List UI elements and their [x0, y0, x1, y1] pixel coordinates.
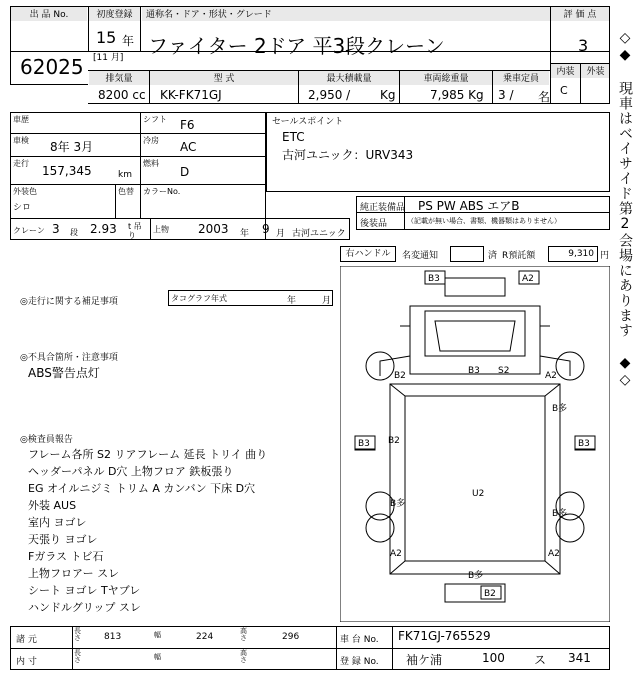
length-label: 長さ — [74, 627, 81, 642]
reg-label: 初度登録 — [89, 7, 140, 21]
height-value: 296 — [282, 632, 300, 642]
inspection-value: 8年 3月 — [50, 140, 94, 154]
side-banner: ◇◆ 現車はベイサイド第2会場にあります ◆◇ — [617, 30, 633, 389]
damage-mark: B2 — [388, 436, 400, 446]
plate-kana: ス — [534, 653, 547, 667]
report-line: 外装 AUS — [28, 499, 77, 512]
capacity-label: 乗車定員 — [493, 71, 549, 85]
tacho-month: 月 — [322, 296, 332, 306]
report-line: 天張り ヨゴレ — [28, 533, 98, 546]
upper-maker: 古河ユニック — [292, 229, 346, 239]
inner-length-label: 長さ — [74, 649, 81, 664]
upper-year-unit: 年 — [240, 229, 250, 239]
sales-line1: ETC — [282, 130, 305, 144]
reg-year-unit: 年 — [122, 34, 135, 48]
tacho-year: 年 — [287, 296, 297, 306]
genuine-label: 純正装備品 — [360, 203, 406, 213]
damage-mark: B3 — [358, 439, 370, 449]
score-value: 3 — [578, 36, 589, 55]
cab-outline — [410, 306, 540, 374]
score-label: 評 価 点 — [551, 7, 609, 21]
report-line: Fガラス トビ石 — [28, 550, 104, 563]
lot-number: 62025 — [20, 55, 84, 79]
chassis-label: 車 台 No. — [340, 635, 379, 645]
load-label: 最大積載量 — [299, 71, 399, 85]
interior-score: C — [560, 84, 568, 97]
mileage-value: 157,345 — [42, 164, 92, 178]
car-name: ファイター 2ドア 平3段クレーン — [148, 34, 445, 58]
disp-label: 排気量 — [89, 71, 149, 85]
width-value: 224 — [196, 632, 214, 642]
sales-title: セールスポイント — [272, 117, 344, 127]
upper-label: 上物 — [153, 225, 169, 234]
damage-mark: A2 — [548, 549, 560, 559]
damage-mark: U2 — [472, 489, 485, 499]
inspector-report — [28, 446, 338, 616]
reg-year: 15 — [96, 28, 117, 47]
drive-title: ◎走行に関する補足事項 — [20, 297, 118, 307]
cab-roof — [435, 321, 515, 351]
dims-label: 諸 元 — [16, 635, 37, 645]
inspection-label: 車検 — [13, 136, 29, 145]
load-value: 2,950 / — [308, 88, 351, 102]
report-line: 上物フロアー スレ — [28, 567, 120, 580]
r-value: 9,310 — [548, 246, 598, 262]
inner-width-label: 幅 — [154, 653, 161, 661]
color-value: シロ — [13, 203, 32, 213]
handle-badge: 右ハンドル — [340, 246, 396, 262]
plate-number: 341 — [568, 651, 591, 665]
exterior-label: 外装 — [581, 64, 610, 78]
inspector-title: ◎検査員報告 — [20, 435, 73, 445]
lot-label: 出 品 No. — [11, 7, 87, 21]
tacho-label: タコグラフ年式 — [171, 294, 227, 303]
disp-value: 8200 cc — [98, 88, 146, 102]
aftermarket-note: （記載が無い場合、書類、機器類はありません） — [407, 217, 561, 225]
bed-floor — [405, 396, 545, 561]
crane-load-unit: t 吊り — [128, 222, 142, 240]
crane-stages: 3 — [52, 222, 60, 236]
name-change-label: 名変通知 — [402, 251, 439, 261]
name-change-box — [450, 246, 484, 262]
plate-label: 登 録 No. — [340, 657, 379, 667]
aftermarket-label: 後装品 — [360, 219, 388, 229]
report-line: ハンドルグリップ スレ — [28, 601, 141, 614]
crane-label: クレーン — [13, 226, 45, 235]
bumper-outline — [445, 278, 505, 296]
plate-class: 100 — [482, 651, 505, 665]
mileage-label: 走行 — [13, 159, 29, 168]
bed-outline — [390, 384, 560, 574]
diagram-frame — [340, 266, 610, 622]
yen-unit: 円 — [600, 251, 610, 261]
capacity-unit: 名 — [538, 90, 551, 104]
damage-mark: B3 — [578, 439, 590, 449]
report-line: ヘッダーパネル D穴 上物フロア 鉄板張り — [28, 465, 234, 478]
width-label: 幅 — [154, 631, 161, 639]
defects-value: ABS警告点灯 — [28, 366, 100, 380]
damage-mark: S2 — [498, 366, 510, 376]
name-label: 通称名・ドア・形状・グレード — [142, 7, 550, 21]
fuel-value: D — [180, 165, 190, 179]
damage-mark: B多 — [552, 509, 568, 519]
reg-month: [11 月] — [93, 53, 124, 63]
ac-label: 冷房 — [143, 136, 159, 145]
damage-mark: B多 — [552, 404, 568, 414]
sales-line2: 古河ユニック：URV343 — [282, 148, 414, 162]
length-value: 813 — [104, 632, 122, 642]
upper-year: 2003 — [198, 222, 229, 236]
report-line: EG オイルニジミ トリム A カンバン 下床 D穴 — [28, 482, 256, 495]
damage-mark: A2 — [522, 274, 534, 284]
r-label: R預託額 — [502, 251, 536, 261]
damage-mark: A2 — [390, 549, 402, 559]
ac-value: AC — [180, 140, 197, 154]
plate-region: 袖ケ浦 — [406, 653, 443, 667]
history-label: 車歴 — [13, 115, 29, 124]
load-unit: Kg — [380, 88, 396, 102]
chassis-value: FK71GJ-765529 — [398, 629, 491, 643]
shift-value: F6 — [180, 118, 195, 132]
colorno2-label: カラーNo. — [143, 187, 181, 196]
genuine-value: PS PW ABS エアB — [418, 199, 520, 213]
crane-load: 2.93 — [90, 222, 117, 236]
color-label: 外装色 — [13, 187, 37, 196]
crane-stage-unit: 段 — [70, 228, 78, 237]
upper-month-unit: 月 — [276, 229, 286, 239]
fuel-label: 燃料 — [143, 159, 159, 168]
recycle-label: 済 — [488, 251, 498, 261]
defects-title: ◎不具合箇所・注意事項 — [20, 353, 118, 363]
height-label: 高さ — [240, 627, 247, 642]
damage-diagram — [340, 266, 610, 622]
shift-label: シフト — [143, 115, 167, 124]
inner-label: 内 寸 — [16, 657, 37, 667]
damage-mark: B3 — [428, 274, 440, 284]
interior-label: 内装 — [551, 64, 580, 78]
model-value: KK-FK71GJ — [160, 88, 222, 102]
gross-value: 7,985 Kg — [430, 88, 484, 102]
capacity-value: 3 / — [498, 88, 514, 102]
colorno-label: 色替 — [118, 187, 134, 196]
upper-month: 9 — [262, 222, 270, 236]
damage-mark: A2 — [545, 371, 557, 381]
damage-mark: B多 — [390, 499, 406, 509]
bed-corners — [390, 384, 560, 574]
damage-mark: B多 — [468, 571, 484, 581]
model-label: 型 式 — [150, 71, 298, 85]
inner-height-label: 高さ — [240, 649, 247, 664]
damage-mark: B3 — [468, 366, 480, 376]
gross-label: 車両総重量 — [400, 71, 492, 85]
report-line: シート ヨゴレ Tヤブレ — [28, 584, 141, 597]
mileage-unit: km — [118, 170, 132, 180]
report-line: 室内 ヨゴレ — [28, 516, 87, 529]
report-line: フレーム各所 S2 リアフレーム 延長 トリイ 曲り — [28, 448, 268, 461]
damage-mark: B2 — [394, 371, 406, 381]
damage-mark: B2 — [484, 589, 496, 599]
